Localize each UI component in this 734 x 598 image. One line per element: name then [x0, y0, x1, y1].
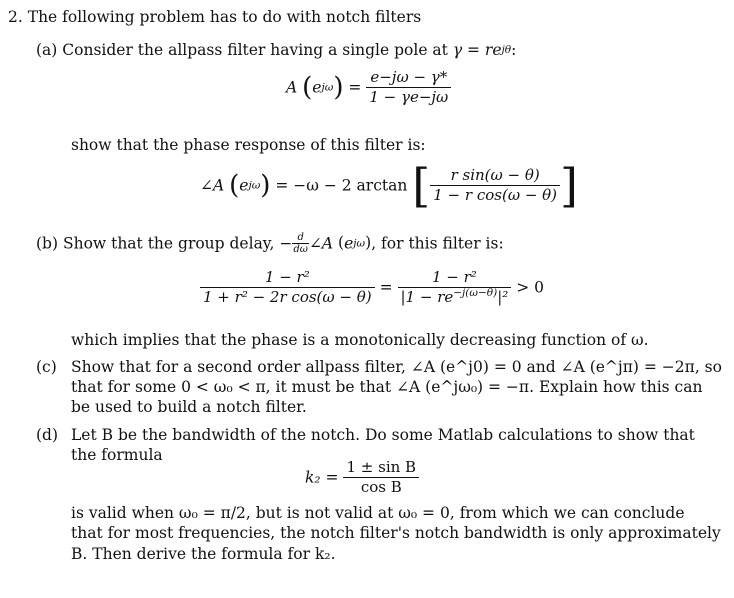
part-c-label: (c) [36, 358, 57, 376]
eq3-frac2-den [398, 288, 512, 307]
part-d-line-3: is valid when ω₀ = π/2, but is not valid at ω₀ = 0, from which we can conclude [71, 504, 685, 522]
eq1-arg: e [312, 78, 322, 97]
part-c-line-2: that for some 0 < ω₀ < π, it must be that ∠A (e^jω₀) = −π. Explain how this can [71, 378, 703, 396]
part-a-text: Consider the allpass filter having a single pole at [62, 41, 448, 59]
eq4-numerator: 1 ± sin B [343, 458, 419, 478]
equation-allpass [286, 68, 451, 107]
eq1-paren-close: ) [333, 72, 344, 103]
part-a-pole-exp: jθ [501, 44, 512, 56]
eq2-lhs: ∠A [200, 176, 225, 195]
eq1-fraction [366, 68, 451, 107]
part-b-statement: (b) Show that the group delay, − $\frac{d}{d\omega}$ ∠A (ejω), for this filter is: [36, 232, 504, 255]
eq4-denominator: cos B [360, 478, 402, 496]
equation-k2 [305, 458, 419, 497]
eq3-frac2-den-exp: −j(ω−θ) [453, 287, 498, 299]
part-b-arg: e [344, 234, 354, 253]
part-c-line-3: be used to build a notch filter. [71, 398, 307, 416]
part-a-pole-end: : [511, 41, 517, 59]
eq2-bracket-close: ] [560, 158, 578, 213]
part-a-statement [36, 39, 516, 60]
part-b-angle: ∠A [308, 234, 334, 253]
part-d-label: (d) [36, 426, 59, 444]
eq3-frac2-den-post: |² [497, 288, 509, 306]
part-a-label: (a) [36, 41, 58, 59]
part-b-text-post: , for this filter is: [371, 234, 504, 253]
eq4-lhs: k₂ = [305, 468, 339, 487]
part-b-label: (b) [36, 234, 59, 253]
part-d-line-4: that for most frequencies, the notch filter's notch bandwidth is only approximately [71, 524, 721, 542]
eq3-frac2-den-pre: |1 − re [400, 288, 454, 306]
equation-phase [200, 158, 578, 213]
problem-heading [8, 6, 421, 27]
eq3-frac2-num: 1 − r² [398, 268, 512, 288]
part-c-line-1: Show that for a second order allpass filter, ∠A (e^j0) = 0 and ∠A (e^jπ) = −2π, so [71, 358, 722, 376]
problem-number: 2. [8, 8, 23, 26]
eq2-bracket-open: [ [412, 158, 431, 213]
eq2-paren-close: ) [260, 170, 271, 201]
eq2-numerator: r sin(ω − θ) [430, 166, 560, 186]
eq2-fraction [430, 166, 560, 205]
eq1-arg-exp: jω [321, 81, 334, 94]
part-d-line-2: the formula [71, 446, 163, 464]
eq1-lhs: A [286, 78, 298, 97]
eq1-paren-open: ( [302, 72, 313, 103]
part-b-derivative [292, 232, 309, 255]
eq2-denominator: 1 − r cos(ω − θ) [433, 186, 558, 204]
part-b-minus: − [279, 234, 293, 253]
part-d-line-5: B. Then derive the formula for k₂. [71, 545, 336, 563]
eq3-frac1-num: 1 − r² [200, 268, 375, 288]
part-b-text-pre: Show that the group delay, [62, 234, 275, 253]
part-b-arg-exp: jω [353, 237, 366, 250]
eq4-fraction [343, 458, 419, 497]
eq3-rhs: > 0 [516, 278, 544, 297]
eq3-fraction-2 [398, 268, 512, 307]
part-b-conclusion: which implies that the phase is a monotonically decreasing function of ω. [71, 331, 649, 349]
problem-intro: The following problem has to do with notch filters [27, 8, 422, 26]
eq1-denominator: 1 − γe−jω [369, 88, 449, 106]
eq3-fraction-1 [200, 268, 375, 307]
eq2-arg: e [239, 176, 249, 195]
part-a-phase-text: show that the phase response of this filter is: [71, 136, 426, 154]
eq2-paren-open: ( [229, 170, 240, 201]
part-d-line-1: Let B be the bandwidth of the notch. Do some Matlab calculations to show that [71, 426, 695, 444]
equation-group-delay [200, 268, 544, 307]
eq2-middle: = −ω − 2 arctan [275, 176, 408, 195]
part-a-pole: γ = re [452, 41, 502, 59]
eq1-numerator: e−jω − γ* [366, 68, 451, 88]
eq3-frac1-den: 1 + r² − 2r cos(ω − θ) [203, 288, 372, 306]
eq3-equals: = [379, 278, 393, 297]
eq1-equals: = [348, 78, 362, 97]
part-b-deriv-den: dω [293, 244, 308, 255]
part-b-deriv-num: d [292, 232, 309, 244]
eq2-arg-exp: jω [248, 179, 261, 192]
